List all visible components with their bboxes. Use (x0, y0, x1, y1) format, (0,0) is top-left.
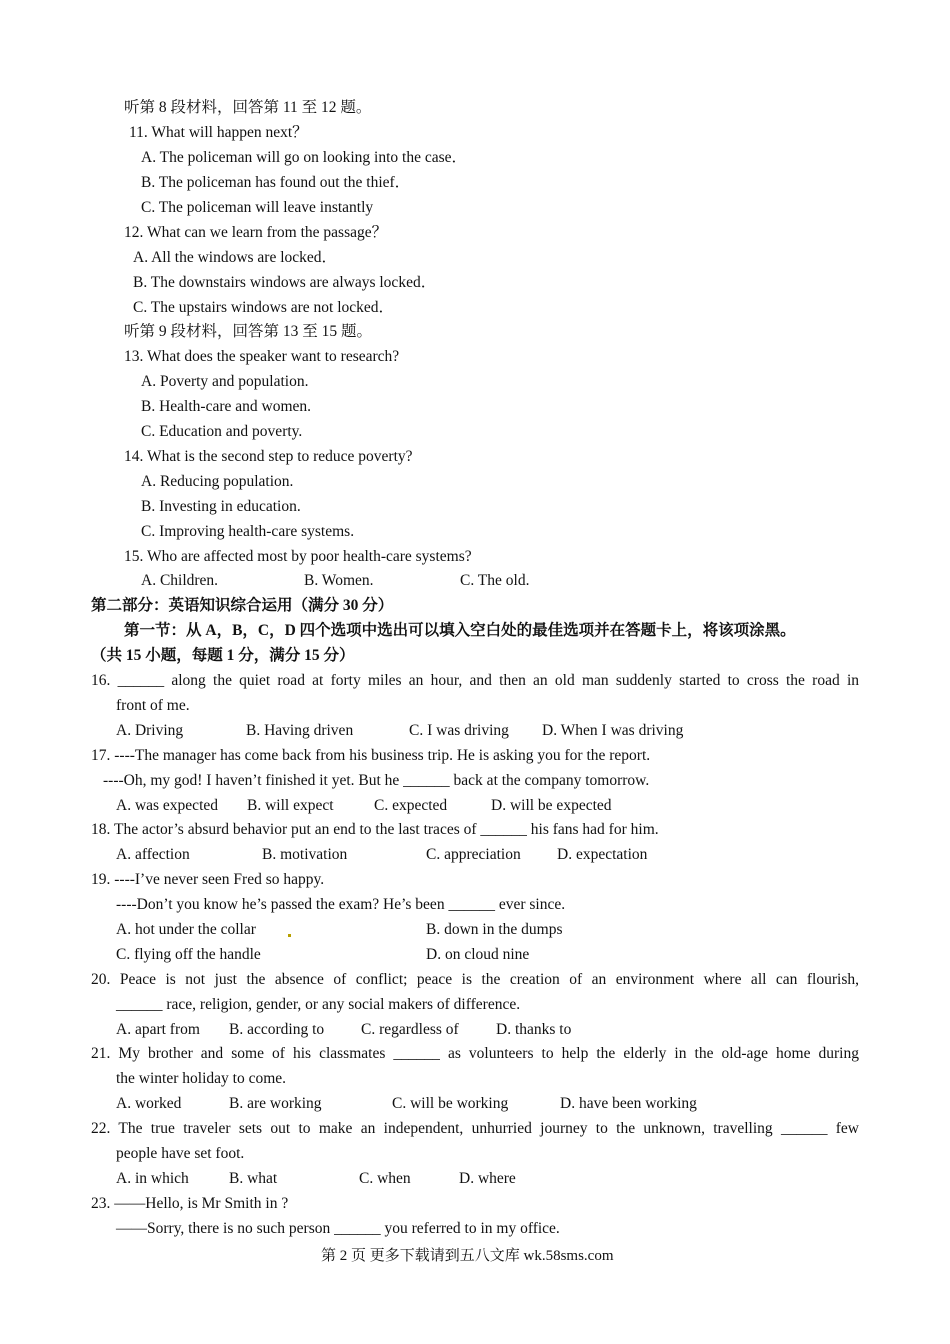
question-17: 17. ----The manager has come back from his business trip. He is asking you for the report. (91, 747, 651, 764)
question-21-cont: the winter holiday to come. (116, 1070, 287, 1087)
option-11b: B. The policeman has found out the thief． (141, 174, 411, 191)
question-13: 13. What does the speaker want to research? (124, 348, 400, 365)
page-footer: 第 2 页 更多下载请到五八文库 wk.58sms.com (321, 1248, 614, 1264)
option-15a: A. Children. (141, 572, 219, 589)
question-21: 21. My brother and some of his classmates ______ as volunteers to help the elderly in the old-age home during (91, 1045, 859, 1062)
option-13c: C. Education and poverty. (141, 423, 303, 440)
section-heading: 听第 8 段材料，回答第 11 至 12 题。 (124, 99, 372, 116)
option-14a: A. Reducing population. (141, 473, 294, 490)
question-17-reply: ----Oh, my god! I haven’t finished it yet. But he ______ back at the company tomorrow. (103, 772, 650, 789)
option-18d: D. expectation (557, 846, 648, 863)
question-16-cont: front of me. (116, 697, 190, 714)
part-two-heading: 第二部分：英语知识综合运用（满分 30 分） (91, 597, 394, 614)
question-20: 20. Peace is not just the absence of conflict; peace is the creation of an environment where all can flourish, (91, 971, 859, 988)
stray-mark (288, 934, 291, 937)
question-12: 12. What can we learn from the passage？ (124, 224, 388, 241)
option-22c: C. when (359, 1170, 411, 1187)
question-18: 18. The actor’s absurd behavior put an end to the last traces of ______ his fans had for him. (91, 821, 659, 838)
question-23: 23. ——Hello, is Mr Smith in ? (91, 1195, 289, 1212)
option-18b: B. motivation (262, 846, 348, 863)
option-22b: B. what (229, 1170, 278, 1187)
option-21a: A. worked (116, 1095, 182, 1112)
option-18c: C. appreciation (426, 846, 521, 863)
option-21b: B. are working (229, 1095, 322, 1112)
option-18a: A. affection (116, 846, 190, 863)
option-16a: A. Driving (116, 722, 184, 739)
option-17b: B. will expect (247, 797, 334, 814)
question-20-cont: ______ race, religion, gender, or any social makers of difference. (116, 996, 521, 1013)
option-12a: A. All the windows are locked． (133, 249, 338, 266)
option-20d: D. thanks to (496, 1021, 572, 1038)
option-15c: C. The old. (460, 572, 530, 589)
option-12c: C. The upstairs windows are not locked． (133, 299, 395, 316)
question-19-reply: ----Don’t you know he’s passed the exam? He’s been ______ ever since. (116, 896, 566, 913)
option-11a: A. The policeman will go on looking into the case． (141, 149, 468, 166)
option-20c: C. regardless of (361, 1021, 459, 1038)
option-16b: B. Having driven (246, 722, 354, 739)
option-12b: B. The downstairs windows are always locked． (133, 274, 437, 291)
question-22: 22. The true traveler sets out to make an independent, unhurried journey to the unknown, travelling ______ few (91, 1120, 859, 1137)
question-16: 16. ______ along the quiet road at forty miles an hour, and then an old man suddenly started to cross the road in (91, 672, 859, 689)
option-19d: D. on cloud nine (426, 946, 530, 963)
option-19a: A. hot under the collar (116, 921, 256, 938)
question-23-reply: ——Sorry, there is no such person ______ you referred to in my office. (116, 1220, 560, 1237)
option-20b: B. according to (229, 1021, 325, 1038)
option-13b: B. Health-care and women. (141, 398, 312, 415)
option-11c: C. The policeman will leave instantly (141, 199, 374, 216)
section-one-scoring: （共 15 小题，每题 1 分，满分 15 分） (91, 647, 355, 664)
question-19: 19. ----I’ve never seen Fred so happy. (91, 871, 325, 888)
option-16d: D. When I was driving (542, 722, 684, 739)
option-17d: D. will be expected (491, 797, 612, 814)
question-14: 14. What is the second step to reduce poverty? (124, 448, 413, 465)
option-19b: B. down in the dumps (426, 921, 563, 938)
option-14c: C. Improving health-care systems. (141, 523, 355, 540)
option-19c: C. flying off the handle (116, 946, 261, 963)
section-heading: 听第 9 段材料，回答第 13 至 15 题。 (124, 323, 373, 340)
question-15: 15. Who are affected most by poor health-care systems? (124, 548, 472, 565)
option-21d: D. have been working (560, 1095, 697, 1112)
option-17a: A. was expected (116, 797, 218, 814)
option-22d: D. where (459, 1170, 516, 1187)
option-16c: C. I was driving (409, 722, 509, 739)
question-11: 11. What will happen next？ (129, 124, 308, 141)
section-one-instructions: 第一节：从 A，B，C，D 四个选项中选出可以填入空白处的最佳选项并在答题卡上，将该项涂黑。 (124, 622, 796, 639)
option-15b: B. Women. (304, 572, 374, 589)
option-13a: A. Poverty and population. (141, 373, 309, 390)
option-21c: C. will be working (392, 1095, 509, 1112)
option-17c: C. expected (374, 797, 448, 814)
question-22-cont: people have set foot. (116, 1145, 245, 1162)
option-20a: A. apart from (116, 1021, 200, 1038)
option-14b: B. Investing in education. (141, 498, 301, 515)
option-22a: A. in which (116, 1170, 189, 1187)
